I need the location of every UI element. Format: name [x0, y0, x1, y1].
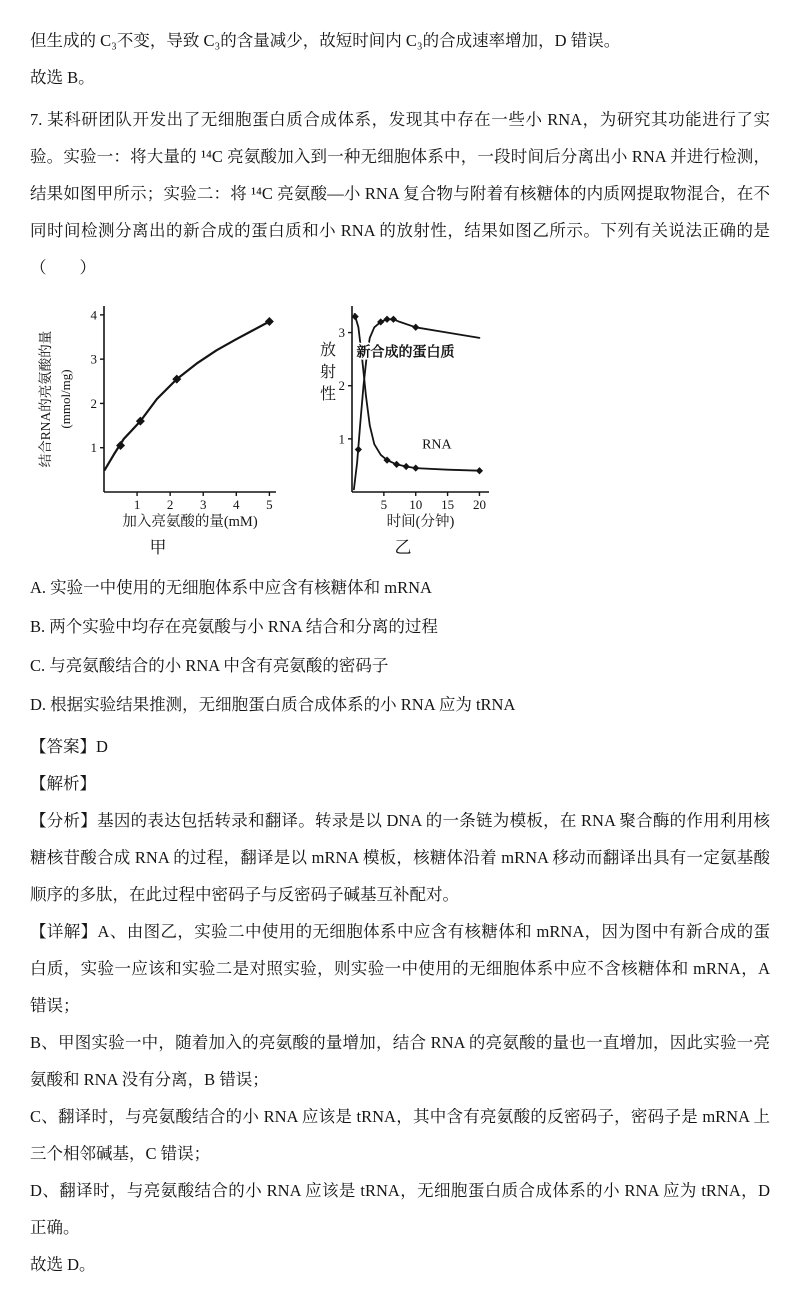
xiangjie-paragraph-a: 【详解】A、由图乙，实验二中使用的无细胞体系中应含有核糖体和 mRNA，因为图中有新合成的蛋白质，实验一应该和实验二是对照实验，则实验一中使用的无细胞体系中应不含核糖体和 mRNA，A 错误；	[30, 922, 770, 1015]
xiangjie-paragraph-b: B、甲图实验一中，随着加入的亮氨酸的量增加，结合 RNA 的亮氨酸的量也一直增加，因此实验一亮氨酸和 RNA 没有分离，B 错误；	[30, 1033, 770, 1089]
svg-text:1: 1	[133, 497, 141, 512]
svg-text:射: 射	[319, 364, 337, 381]
svg-text:3: 3	[338, 325, 345, 341]
svg-text:20: 20	[472, 497, 486, 512]
svg-text:4: 4	[90, 307, 97, 323]
question-7-text: 7. 某科研团队开发出了无细胞蛋白质合成体系，发现其中存在一些小 RNA，为研究其功能进行了实验。实验一：将大量的 ¹⁴C 亮氨酸加入到一种无细胞体系中，一段时间后分离出小 RNA 并进行检测，结果如图甲所示；实验二：将 ¹⁴C 亮氨酸—小 RNA 复合物与附着有核糖体的内质网提取物混合，在不同时间检测分离出的新合成的蛋白质和小 RNA 的放射性，结果如图乙所示。下列有关说法正确的是（ ）	[30, 110, 770, 277]
svg-text:性: 性	[319, 386, 337, 403]
previous-answer-line-2: 故选 B。	[30, 68, 95, 87]
jiexi-label: 【解析】	[30, 774, 96, 793]
final-answer-line: 故选 D。	[30, 1255, 96, 1274]
svg-text:结合RNA的亮氨酸的量: 结合RNA的亮氨酸的量	[38, 330, 53, 468]
previous-answer-line-1: 但生成的 C₃不变，导致 C₃的含量减少，故短时间内 C₃的合成速率增加，D 错误。	[30, 31, 621, 50]
option-b: B. 两个实验中均存在亮氨酸与小 RNA 结合和分离的过程	[30, 617, 438, 636]
svg-text:5: 5	[380, 497, 388, 512]
figure-charts	[32, 296, 770, 560]
answer-line: 【答案】D	[30, 737, 108, 756]
svg-text:放: 放	[319, 342, 337, 359]
chart-yi-svg	[304, 296, 502, 536]
svg-text:时间(分钟): 时间(分钟)	[386, 514, 455, 530]
chart-jia-svg	[32, 296, 284, 536]
option-d: D. 根据实验结果推测，无细胞蛋白质合成体系的小 RNA 应为 tRNA	[30, 695, 516, 714]
svg-text:1: 1	[338, 431, 345, 447]
svg-text:RNA: RNA	[422, 437, 452, 453]
svg-text:4: 4	[233, 497, 240, 512]
svg-text:3: 3	[90, 351, 97, 367]
fenxi-paragraph: 【分析】基因的表达包括转录和翻译。转录是以 DNA 的一条链为模板，在 RNA 聚合酶的作用利用核糖核苷酸合成 RNA 的过程，翻译是以 mRNA 模板，核糖体沿着 mRNA 移动而翻译出具有一定氨基酸顺序的多肽，在此过程中密码子与反密码子碱基互补配对。	[30, 811, 770, 904]
svg-text:(mmol/mg): (mmol/mg)	[58, 369, 73, 429]
svg-text:5: 5	[266, 497, 273, 512]
svg-text:2: 2	[338, 378, 345, 394]
xiangjie-paragraph-d: D、翻译时，与亮氨酸结合的小 RNA 应该是 tRNA，无细胞蛋白质合成体系的小 RNA 应为 tRNA，D 正确。	[30, 1181, 770, 1237]
svg-text:1: 1	[90, 440, 97, 456]
options-list	[30, 568, 770, 724]
chart-yi-container	[304, 296, 502, 560]
chart-yi-caption: 乙	[394, 538, 412, 557]
svg-text:2: 2	[90, 395, 97, 411]
option-c: C. 与亮氨酸结合的小 RNA 中含有亮氨酸的密码子	[30, 656, 389, 675]
answer-section	[30, 728, 770, 1283]
svg-text:10: 10	[409, 497, 423, 512]
option-a: A. 实验一中使用的无细胞体系中应含有核糖体和 mRNA	[30, 578, 432, 597]
svg-text:3: 3	[199, 497, 207, 512]
chart-jia-container	[32, 296, 284, 560]
chart-jia-caption: 甲	[149, 538, 167, 557]
svg-text:15: 15	[441, 497, 455, 512]
xiangjie-paragraph-c: C、翻译时，与亮氨酸结合的小 RNA 应该是 tRNA，其中含有亮氨酸的反密码子，密码子是 mRNA 上三个相邻碱基，C 错误；	[30, 1107, 770, 1163]
svg-text:加入亮氨酸的量(mM): 加入亮氨酸的量(mM)	[122, 514, 258, 530]
svg-text:2: 2	[166, 497, 174, 512]
svg-text:新合成的蛋白质: 新合成的蛋白质	[356, 345, 455, 361]
